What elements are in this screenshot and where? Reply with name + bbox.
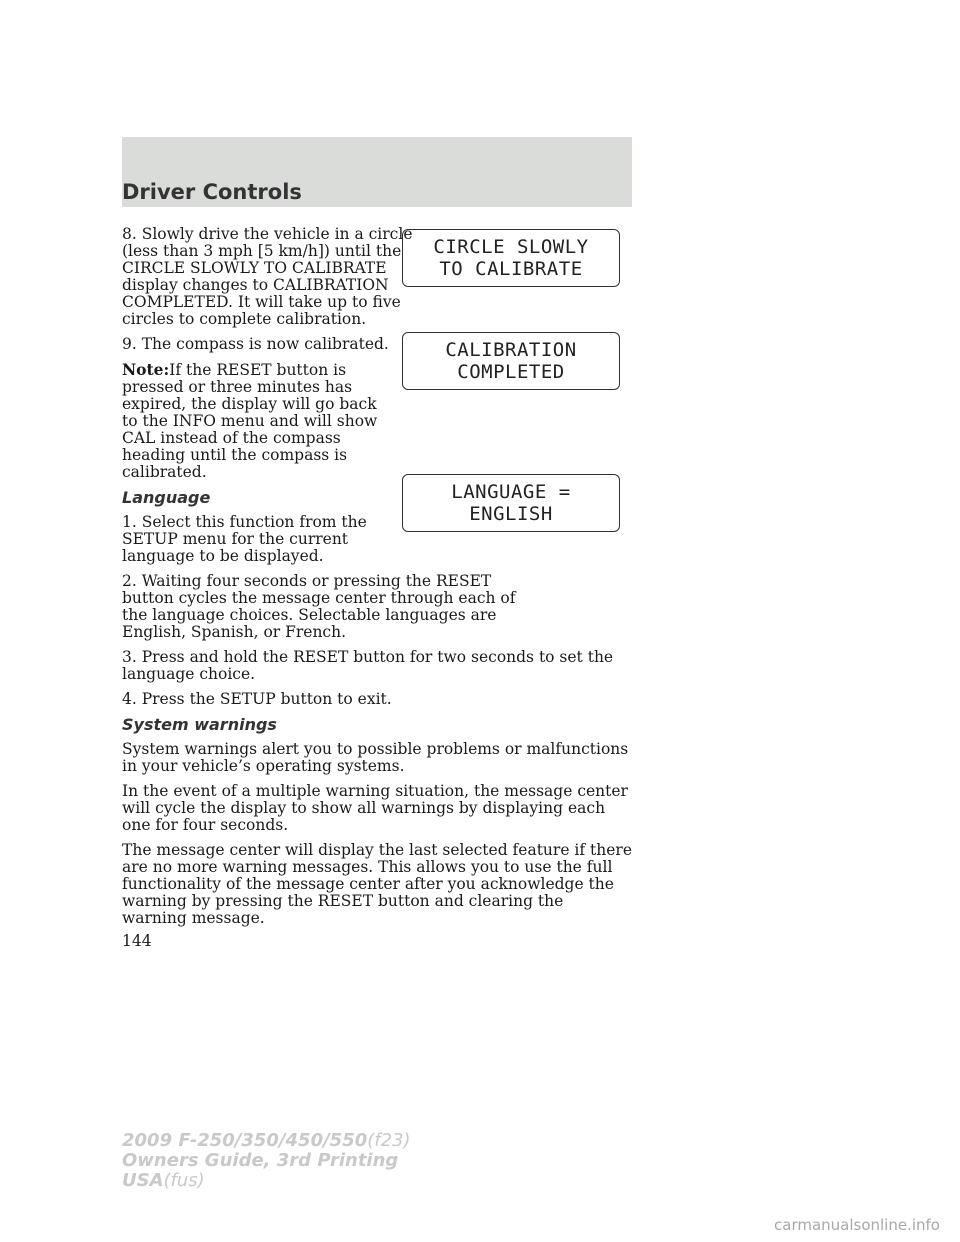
- footer-region-code: (fus): [163, 1170, 205, 1191]
- section-title: Driver Controls: [122, 180, 302, 204]
- display-line: LANGUAGE =: [451, 481, 571, 503]
- footer-model-code: (f23): [367, 1130, 411, 1151]
- page-number: 144: [122, 932, 152, 950]
- step-8: 8. Slowly drive the vehicle in a circle (less than 3 mph [5 km/h]) until the CIRCLE SLOWLY TO CALIBRATE display changes to CALIBRATION COMPLETED. It will take up to five circles to complete calibration.: [122, 225, 413, 328]
- language-heading: Language: [122, 488, 211, 507]
- warnings-paragraph-3: The message center will display the last selected feature if there are no more warning messages. This allows you to use the full functionality of the message center after you acknowledge the warning by pressing the RESET button and clearing the warning message.: [122, 841, 633, 927]
- display-line: COMPLETED: [457, 361, 565, 383]
- step-9: 9. The compass is now calibrated.: [122, 335, 389, 353]
- language-step-3: 3. Press and hold the RESET button for two seconds to set the language choice.: [122, 648, 614, 683]
- note-text: If the RESET button is pressed or three minutes has expired, the display will go back to the INFO menu and will show CAL instead of the compass heading until the compass is calibrated.: [122, 361, 378, 481]
- system-warnings-heading: System warnings: [122, 715, 277, 734]
- footer-model: 2009 F-250/350/450/550: [122, 1130, 368, 1151]
- note-paragraph: [122, 361, 394, 481]
- warnings-paragraph-2: In the event of a multiple warning situation, the message center will cycle the display to show all warnings by displaying each one for four seconds.: [122, 782, 628, 834]
- language-step-2: 2. Waiting four seconds or pressing the RESET button cycles the message center through each of the language choices. Selectable languages are English, Spanish, or French.: [122, 572, 516, 641]
- display-line: CALIBRATION: [445, 339, 577, 361]
- footer: [122, 1131, 411, 1191]
- language-step-4: 4. Press the SETUP button to exit.: [122, 690, 392, 708]
- footer-guide: Owners Guide, 3rd Printing: [122, 1150, 399, 1171]
- note-label: Note:: [122, 360, 170, 379]
- display-line: TO CALIBRATE: [439, 258, 583, 280]
- page-content: [122, 226, 632, 935]
- warnings-paragraph-1: System warnings alert you to possible problems or malfunctions in your vehicle’s operating systems.: [122, 740, 629, 775]
- watermark: carmanualsonline.info: [774, 1216, 940, 1234]
- footer-region: USA: [122, 1170, 164, 1191]
- language-step-1: 1. Select this function from the SETUP menu for the current language to be displayed.: [122, 513, 367, 565]
- display-line: ENGLISH: [469, 503, 553, 525]
- display-line: CIRCLE SLOWLY: [433, 236, 589, 258]
